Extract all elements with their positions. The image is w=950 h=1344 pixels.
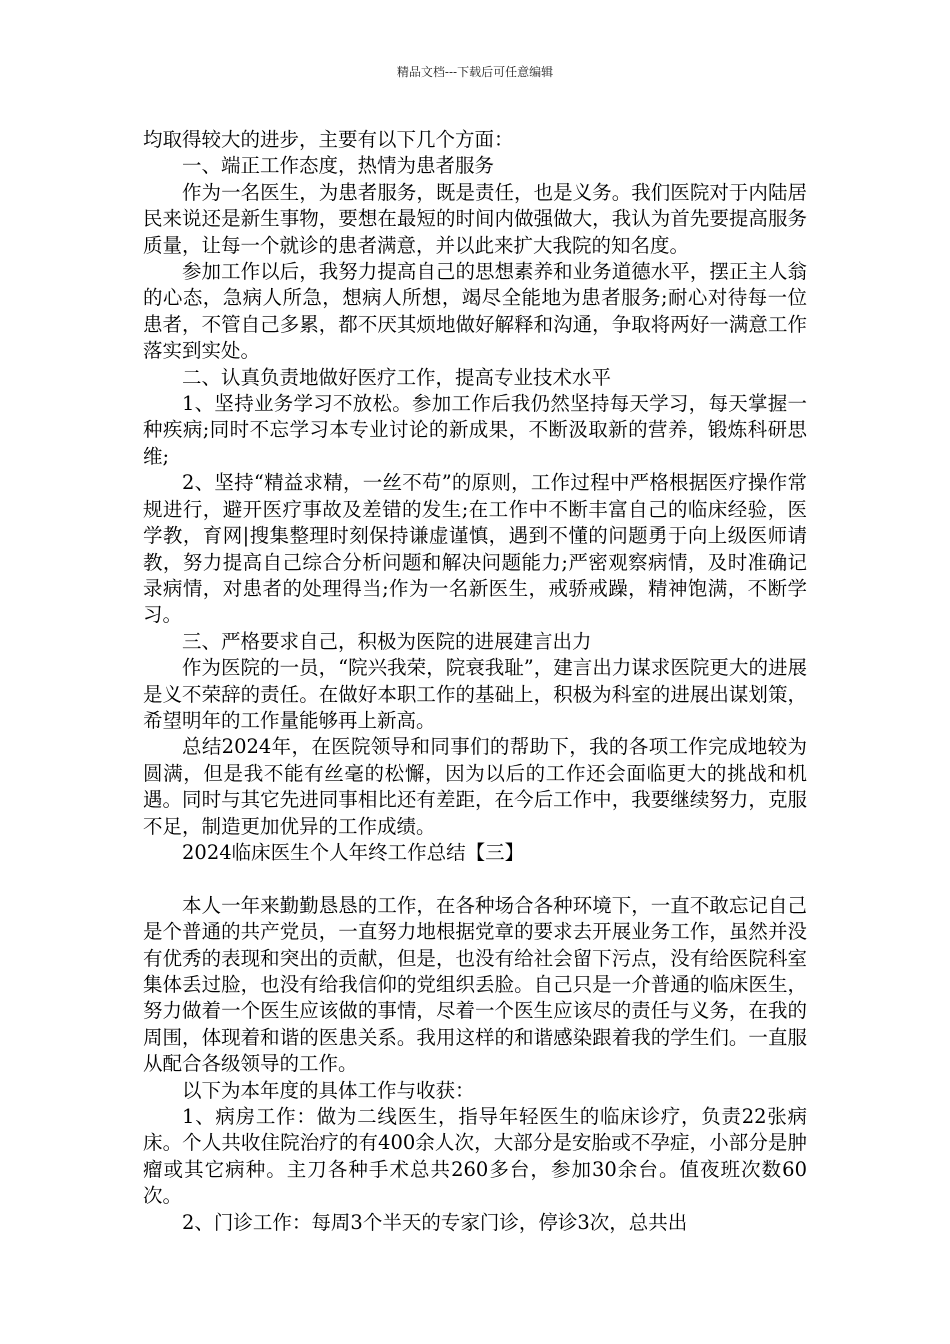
page-header: 精品文档---下载后可任意编辑 [396,65,554,79]
paragraph: 2、门诊工作：每周3个半天的专家门诊，停诊3次，总共出 [182,1210,688,1234]
paragraph: 1、坚持业务学习不放松。参加工作后我仍然坚持每天学习，每天掌握一种疾病;同时不忘学习本专业讨论的新成果，不断汲取新的营养，锻炼科研思维; [143,392,807,468]
paragraph: 作为一名医生，为患者服务，既是责任，也是义务。我们医院对于内陆居民来说还是新生事物，要想在最短的时间内做强做大，我认为首先要提高服务质量，让每一个就诊的患者满意，并以此来扩大我院的知名度。 [143,180,807,257]
paragraph: 总结2024年，在医院领导和同事们的帮助下，我的各项工作完成地较为圆满，但是我不能有丝毫的松懈，因为以后的工作还会面临更大的挑战和机遇。同时与其它先进同事相比还有差距，在今后工作中，我要继续努力，克服不足，制造更加优异的工作成绩。 [143,735,807,838]
paragraph-continuation: 均取得较大的进步，主要有以下几个方面： [143,128,514,151]
paragraph: 本人一年来勤勤恳恳的工作，在各种场合各种环境下，一直不敢忘记自己是个普通的共产党员，一直努力地根据党章的要求去开展业务工作，虽然并没有优秀的表现和突出的贡献，但是，也没有给社会留下污点，没有给医院科室集体丢过脸，也没有给我信仰的党组织丢脸。自己只是一介普通的临床医生，努力做着一个医生应该做的事情，尽着一个医生应该尽的责任与义务，在我的周围，体现着和谐的医患关系。我用这样的和谐感染跟着我的学生们。一直服从配合各级领导的工作。 [143,893,807,1076]
document-body [143,127,807,1236]
section-heading-3: 三、严格要求自己，积极为医院的进展建言出力 [182,629,592,653]
paragraph: 参加工作以后，我努力提高自己的思想素养和业务道德水平，摆正主人翁的心态，急病人所急，想病人所想，竭尽全能地为患者服务;耐心对待每一位患者，不管自己多累，都不厌其烦地做好解释和沟通，争取将两好一满意工作落实到实处。 [143,260,807,363]
blank-line [143,866,807,892]
paragraph: 以下为本年度的具体工作与收获： [182,1078,475,1102]
document-subtitle: 2024临床医生个人年终工作总结【三】 [182,840,525,864]
section-heading-1: 一、端正工作态度，热情为患者服务 [182,154,495,178]
paragraph: 1、病房工作：做为二线医生，指导年轻医生的临床诊疗，负责22张病床。个人共收住院治疗的有400余人次，大部分是安胎或不孕症，小部分是肿瘤或其它病种。主刀各种手术总共260多台，参加30余台。值夜班次数60次。 [143,1105,807,1208]
paragraph: 2、坚持“精益求精，一丝不苟”的原则，工作过程中严格根据医疗操作常规进行，避开医疗事故及差错的发生;在工作中不断丰富自己的临床经验，医学教，育网|搜集整理时刻保持谦虚谨慎，遇到不懂的问题勇于向上级医师请教，努力提高自己综合分析问题和解决问题能力;严密观察病情，及时准确记录病情，对患者的处理得当;作为一名新医生，戒骄戒躁，精神饱满，不断学习。 [143,471,807,627]
section-heading-2: 二、认真负责地做好医疗工作，提高专业技术水平 [182,365,612,389]
paragraph: 作为医院的一员，“院兴我荣，院衰我耻”，建言出力谋求医院更大的进展是义不荣辞的责任。在做好本职工作的基础上，积极为科室的进展出谋划策，希望明年的工作量能够再上新高。 [143,656,807,732]
